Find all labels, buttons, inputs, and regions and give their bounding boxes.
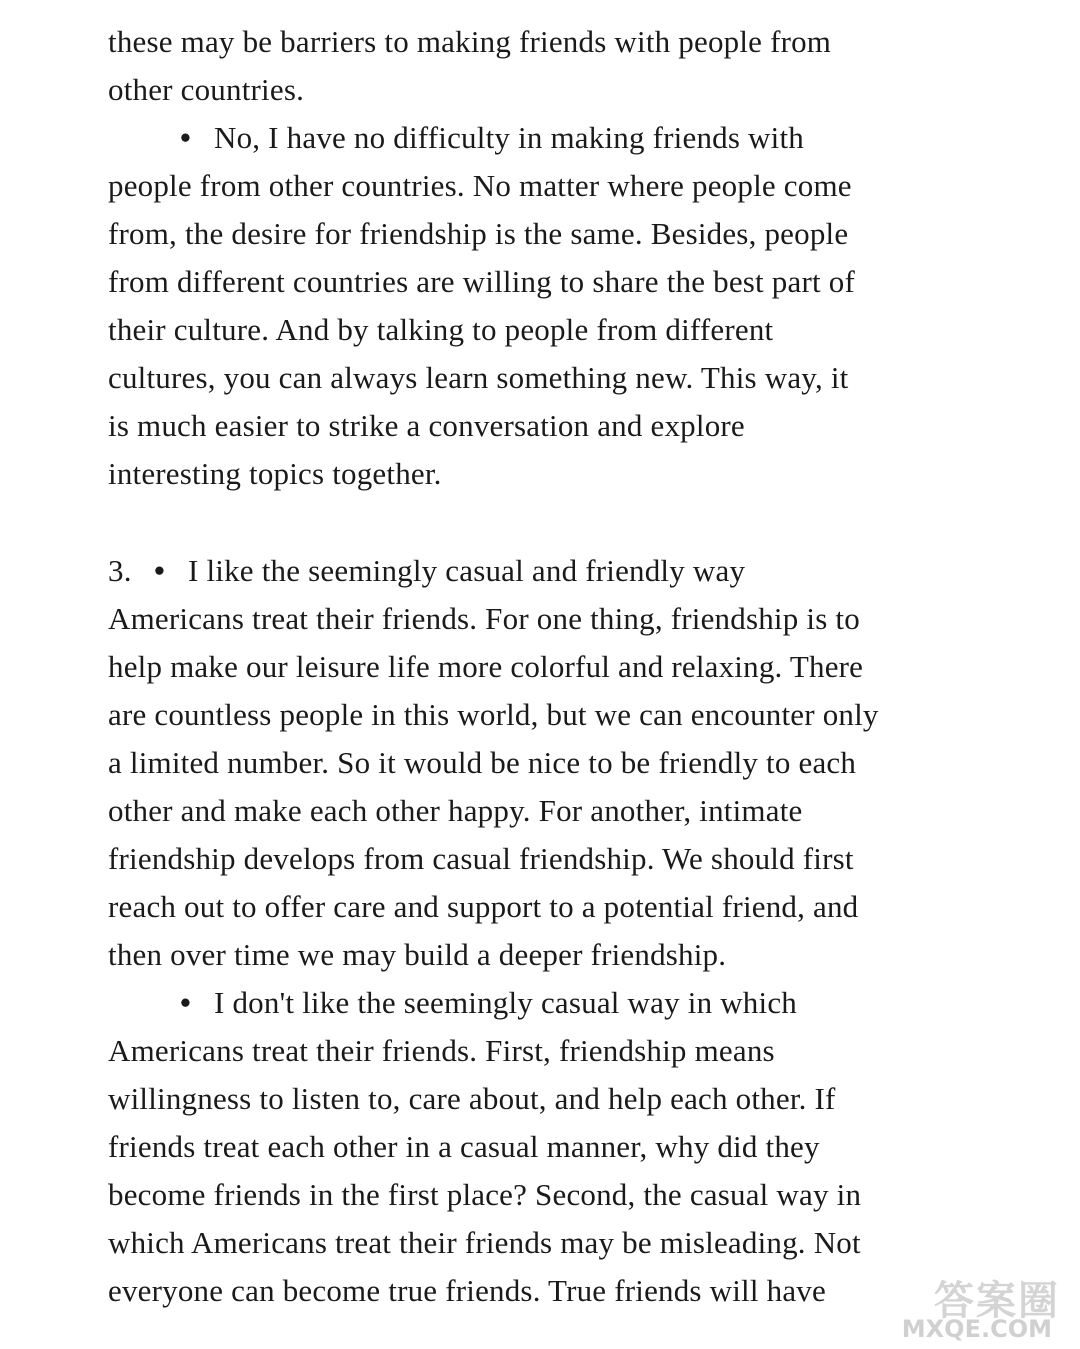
text-line: other countries. (108, 72, 305, 107)
text-line: are countless people in this world, but we can encounter only (108, 697, 879, 732)
text-line: other and make each other happy. For another, intimate (108, 793, 803, 828)
text-line: from different countries are willing to share the best part of (108, 264, 855, 299)
text-line: Americans treat their friends. First, friendship means (108, 1033, 775, 1068)
text-line: a limited number. So it would be nice to be friendly to each (108, 745, 857, 780)
text-line: friendship develops from casual friendship. We should first (108, 841, 854, 876)
text-line: cultures, you can always learn something new. This way, it (108, 360, 849, 395)
watermark-logo (890, 1269, 1060, 1349)
text-line: No, I have no difficulty in making friends with (214, 120, 804, 155)
text-line: I like the seemingly casual and friendly way (188, 553, 746, 588)
text-line: friends treat each other in a casual manner, why did they (108, 1129, 820, 1164)
bullet-paragraph-start (180, 979, 797, 1027)
text-line: reach out to offer care and support to a potential friend, and (108, 889, 859, 924)
text-line: then over time we may build a deeper friendship. (108, 937, 727, 972)
text-line: people from other countries. No matter where people come (108, 168, 852, 203)
watermark-sub-text: MXQE.COM (901, 1315, 1052, 1343)
text-line: willingness to listen to, care about, and help each other. If (108, 1081, 836, 1116)
bullet-paragraph-start (180, 114, 804, 162)
bullet-icon: • (180, 985, 192, 1020)
text-line: these may be barriers to making friends with people from (108, 24, 832, 59)
numbered-item-start (108, 547, 745, 595)
text-line: everyone can become true friends. True friends will have (108, 1273, 826, 1308)
text-line: is much easier to strike a conversation and explore (108, 408, 745, 443)
text-line: their culture. And by talking to people from different (108, 312, 774, 347)
text-line: from, the desire for friendship is the same. Besides, people (108, 216, 849, 251)
text-line: Americans treat their friends. For one thing, friendship is to (108, 601, 860, 636)
text-line: help make our leisure life more colorful and relaxing. There (108, 649, 864, 684)
bullet-icon: • (154, 553, 166, 588)
text-line: which Americans treat their friends may be misleading. Not (108, 1225, 861, 1260)
text-line: I don't like the seemingly casual way in which (214, 985, 797, 1020)
text-line: interesting topics together. (108, 456, 442, 491)
watermark-main-text: 答案圈 (934, 1278, 1060, 1324)
text-line: become friends in the first place? Second, the casual way in (108, 1177, 862, 1212)
item-number: 3. (108, 553, 132, 588)
bullet-icon: • (180, 120, 192, 155)
